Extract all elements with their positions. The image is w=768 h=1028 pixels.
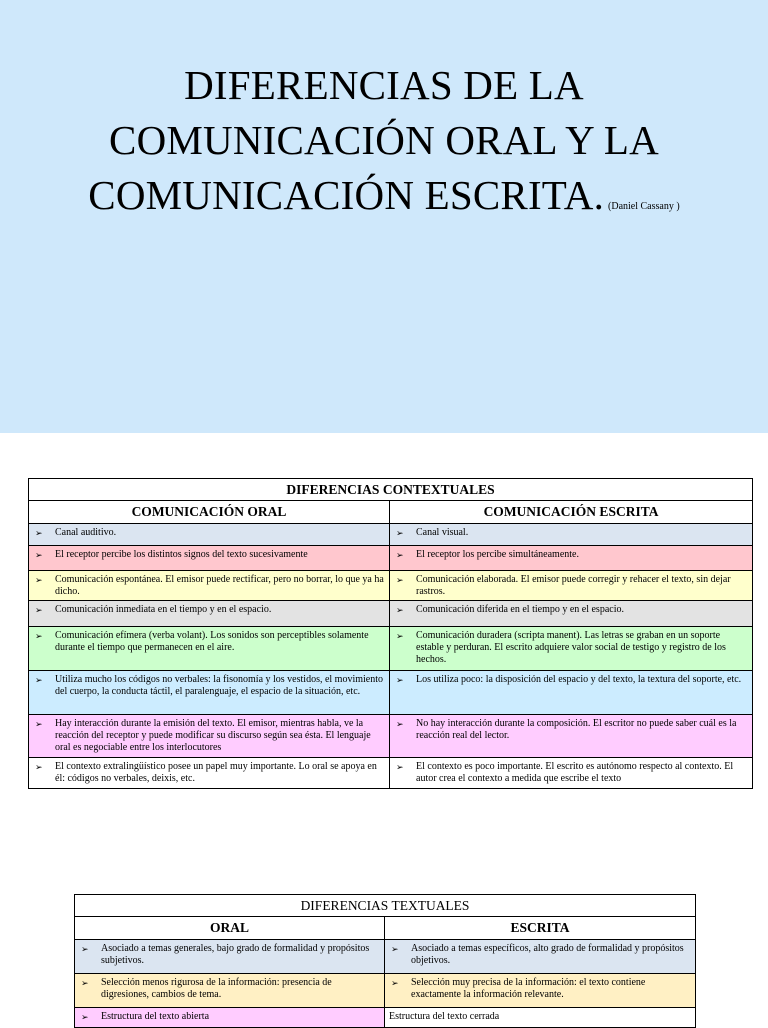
table-caption: DIFERENCIAS CONTEXTUALES [29,479,753,501]
bullet-arrow-icon: ➢ [35,528,43,538]
bullet-arrow-icon: ➢ [35,719,43,729]
oral-text: Asociado a temas generales, bajo grado de formalidad y propósitos subjetivos. [101,943,370,966]
textual-differences-table [74,894,696,1028]
bullet-arrow-icon: ➢ [35,605,43,615]
oral-cell [29,715,390,758]
table-caption: DIFERENCIAS TEXTUALES [75,895,696,917]
escrita-cell [390,627,753,671]
title-banner [0,0,768,433]
page-title [0,58,768,234]
oral-cell [29,601,390,627]
table-row [75,1008,696,1028]
oral-cell [29,546,390,571]
column-header-escrita: ESCRITA [385,917,696,940]
oral-cell [29,524,390,546]
table-row [75,940,696,974]
escrita-cell [390,758,753,789]
oral-text: Hay interacción durante la emisión del texto. El emisor, mientras habla, ve la reacción del receptor y puede modificar su discurso según sea ésta. El lenguaje oral es negociable entre los interlocutores [55,718,371,753]
escrita-text: Comunicación elaborada. El emisor puede corregir y rehacer el texto, sin dejar rastros. [416,574,731,597]
escrita-cell [390,571,753,601]
bullet-arrow-icon: ➢ [391,978,399,988]
bullet-arrow-icon: ➢ [391,944,399,954]
table-row [29,601,753,627]
escrita-cell [385,1008,696,1028]
bullet-arrow-icon: ➢ [396,719,404,729]
oral-text: Comunicación efímera (verba volant). Los sonidos son perceptibles solamente durante el tiempo que permanecen en el aire. [55,630,369,653]
bullet-arrow-icon: ➢ [35,550,43,560]
title-line-2: COMUNICACIÓN ORAL Y LA [109,117,659,163]
oral-text: Utiliza mucho los códigos no verbales: la fisonomía y los vestidos, el movimiento del cuerpo, la conducta táctil, el paralenguaje, el espacio de la situación, etc. [55,674,384,697]
table-row [29,715,753,758]
escrita-text: El receptor los percibe simultáneamente. [416,549,579,560]
table-row [75,974,696,1008]
oral-cell [29,571,390,601]
escrita-text: Comunicación duradera (scripta manent). Las letras se graban en un soporte estable y perduran. El escrito adquiere valor social de testigo y registro de los hechos. [416,630,726,665]
oral-text: Comunicación inmediata en el tiempo y en el espacio. [55,604,272,615]
bullet-arrow-icon: ➢ [35,762,43,772]
oral-text: El contexto extralingüístico posee un papel muy importante. Lo oral se apoya en él: códigos no verbales, deixis, etc. [55,761,377,784]
escrita-text: Estructura del texto cerrada [389,1011,500,1022]
bullet-arrow-icon: ➢ [81,978,89,988]
table-row [29,524,753,546]
contextual-differences-table [28,478,753,789]
oral-text: Canal auditivo. [55,527,117,538]
table-row [29,571,753,601]
escrita-cell [390,524,753,546]
bullet-arrow-icon: ➢ [396,762,404,772]
escrita-cell [390,601,753,627]
bullet-arrow-icon: ➢ [396,605,404,615]
oral-cell [75,940,385,974]
oral-text: Selección menos rigurosa de la información: presencia de digresiones, cambios de tema. [101,977,332,1000]
oral-cell [29,758,390,789]
escrita-cell [390,546,753,571]
escrita-cell [385,974,696,1008]
escrita-cell [390,715,753,758]
bullet-arrow-icon: ➢ [35,675,43,685]
table-row [29,671,753,715]
column-header-oral: ORAL [75,917,385,940]
table-row [29,546,753,571]
escrita-text: Comunicación diferida en el tiempo y en el espacio. [416,604,624,615]
escrita-cell [385,940,696,974]
title-line-1: DIFERENCIAS DE LA [184,62,584,108]
table-row [29,758,753,789]
escrita-cell [390,671,753,715]
escrita-text: No hay interacción durante la composición. El escritor no puede saber cuál es la reacción real del lector. [416,718,737,741]
bullet-arrow-icon: ➢ [396,675,404,685]
table-row [29,627,753,671]
oral-text: Comunicación espontánea. El emisor puede rectificar, pero no borrar, lo que ya ha dicho. [55,574,384,597]
bullet-arrow-icon: ➢ [35,631,43,641]
escrita-text: Canal visual. [416,527,469,538]
bullet-arrow-icon: ➢ [396,575,404,585]
escrita-text: El contexto es poco importante. El escrito es autónomo respecto al contexto. El autor crea el contexto a medida que escribe el texto [416,761,734,784]
oral-cell [75,1008,385,1028]
column-header-escrita: COMUNICACIÓN ESCRITA [390,501,753,524]
escrita-text: Los utiliza poco: la disposición del espacio y del texto, la textura del soporte, etc. [416,674,742,685]
escrita-text: Asociado a temas específicos, alto grado de formalidad y propósitos objetivos. [411,943,684,966]
bullet-arrow-icon: ➢ [35,575,43,585]
oral-cell [29,671,390,715]
oral-cell [29,627,390,671]
escrita-text: Selección muy precisa de la información: el texto contiene exactamente la información relevante. [411,977,646,1000]
column-header-oral: COMUNICACIÓN ORAL [29,501,390,524]
title-line-3 [0,168,768,234]
bullet-arrow-icon: ➢ [81,944,89,954]
oral-text: Estructura del texto abierta [101,1011,210,1022]
title-line-3-text: COMUNICACIÓN ESCRITA. [88,172,605,218]
author-credit: (Daniel Cassany ) [608,201,680,212]
oral-cell [75,974,385,1008]
bullet-arrow-icon: ➢ [81,1012,89,1022]
bullet-arrow-icon: ➢ [396,528,404,538]
bullet-arrow-icon: ➢ [396,631,404,641]
oral-text: El receptor percibe los distintos signos del texto sucesivamente [55,549,308,560]
bullet-arrow-icon: ➢ [396,550,404,560]
